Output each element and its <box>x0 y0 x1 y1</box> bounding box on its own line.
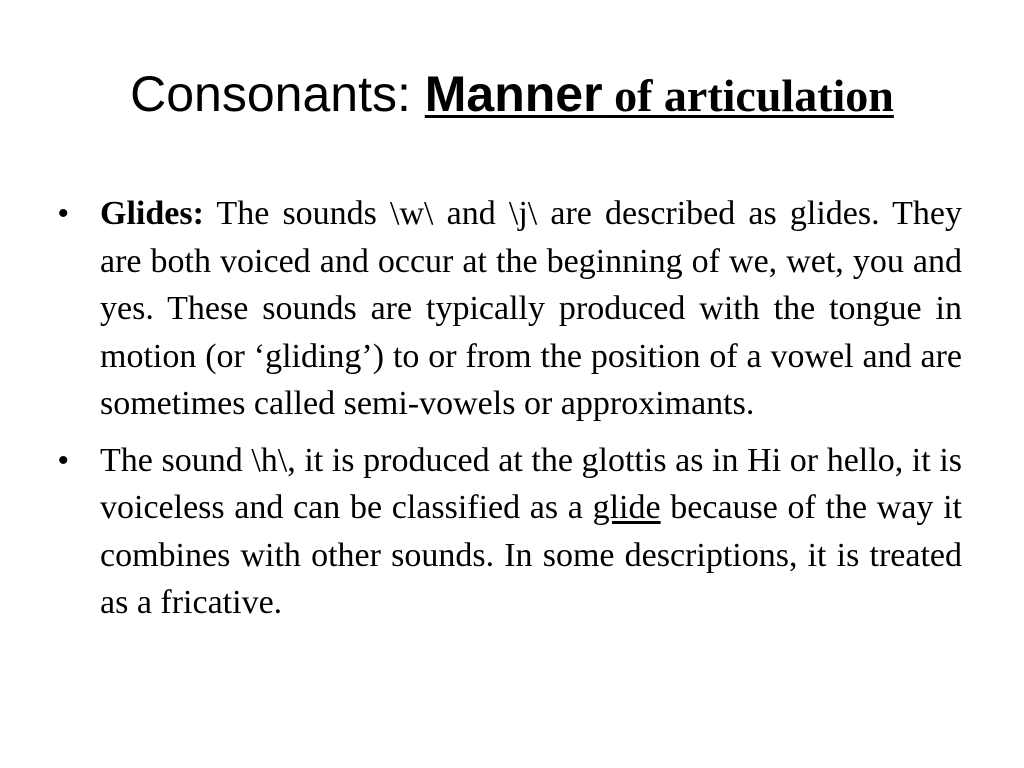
bullet-item-glides <box>58 190 962 428</box>
bullet-item-h-sound <box>58 437 962 627</box>
bullet-marker: • <box>58 443 69 477</box>
title-plain-text: Consonants: <box>130 66 425 122</box>
slide-title <box>40 66 984 124</box>
underlined-term-glide: glide <box>592 489 661 526</box>
bullet-lead-term: Glides: <box>100 195 204 232</box>
bullet-text-before: The sound \h\, it is produced at the glottis as in Hi or hello, it is voiceless and can be classified as a <box>100 441 962 526</box>
title-bold-serif-text: of articulation <box>602 70 894 121</box>
title-bold-sans-text: Manner <box>424 66 603 122</box>
bullet-text: The sounds \w\ and \j\ are described as glides. They are both voiced and occur at the beginning of we, wet, you and yes. These sounds are typically produced with the tongue in motion (or ‘gliding’) to or from the position of a vowel and are sometimes called semi-vowels or approximants. <box>100 195 962 422</box>
bullet-marker: • <box>58 197 69 230</box>
title-underlined-text <box>424 66 894 122</box>
bullet-text-after: because of the way it combines with other sounds. In some descriptions, it is treated as a fricative. <box>100 489 962 621</box>
bullet-list <box>58 190 962 636</box>
